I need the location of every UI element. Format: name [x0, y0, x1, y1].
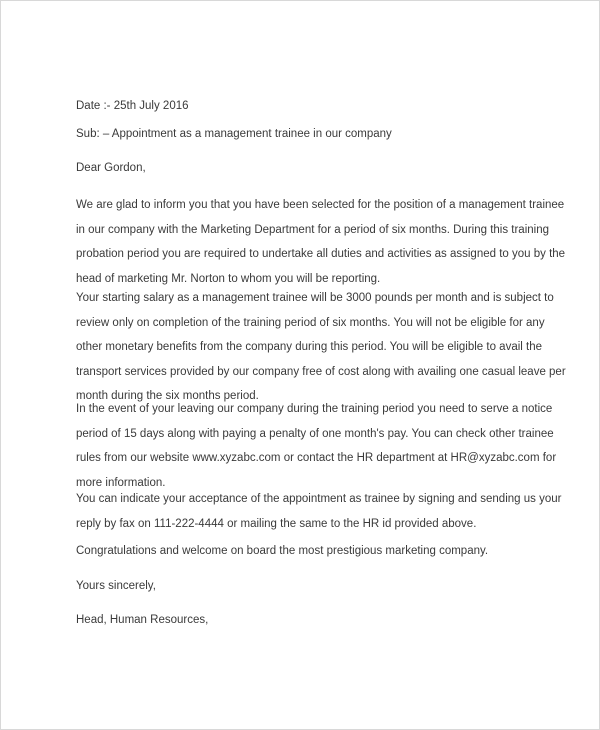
paragraph-line: reply by fax on 111-222-4444 or mailing the same to the HR id provided above. [76, 517, 477, 530]
paragraph-line: head of marketing Mr. Norton to whom you will be reporting. [76, 272, 381, 285]
paragraph-line: In the event of your leaving our company during the training period you need to serve a notice [76, 403, 553, 415]
paragraph-acceptance [76, 487, 562, 536]
paragraph-line: rules from our website www.xyzabc.com or contact the HR department at HR@xyzabc.com for [76, 452, 557, 464]
paragraph-line: month during the six months period. [76, 390, 259, 402]
paragraph-line: We are glad to inform you that you have been selected for the position of a management trainee [76, 199, 565, 211]
paragraph-line: You can indicate your acceptance of the appointment as trainee by signing and sending us your [76, 493, 562, 505]
letter-date: Date :- 25th July 2016 [76, 100, 189, 112]
letter-salutation: Dear Gordon, [76, 162, 146, 174]
paragraph-line: probation period you are required to undertake all duties and activities as assigned to you by the [76, 248, 566, 260]
paragraph-line: more information. [76, 476, 166, 489]
paragraph-selection [76, 193, 566, 291]
paragraph-line: transport services provided by our company free of cost along with availing one casual leave per [76, 365, 566, 378]
paragraph-line: in our company with the Marketing Department for a period of six months. During this training [76, 223, 549, 236]
paragraph-line: Your starting salary as a management trainee will be 3000 pounds per month and is subject to [76, 292, 554, 304]
letter-signature: Head, Human Resources, [76, 614, 209, 626]
letter-closing: Yours sincerely, [76, 580, 156, 592]
paragraph-line: review only on completion of the training period of six months. You will not be eligible for any [76, 316, 545, 329]
letter-congratulations: Congratulations and welcome on board the most prestigious marketing company. [76, 545, 489, 557]
paragraph-line: period of 15 days along with paying a penalty of one month's pay. You can check other trainee [76, 427, 554, 440]
paragraph-line: other monetary benefits from the company during this period. You will be eligible to avail the [76, 341, 543, 353]
paragraph-notice [76, 397, 557, 495]
letter-subject: Sub: – Appointment as a management trainee in our company [76, 128, 392, 140]
